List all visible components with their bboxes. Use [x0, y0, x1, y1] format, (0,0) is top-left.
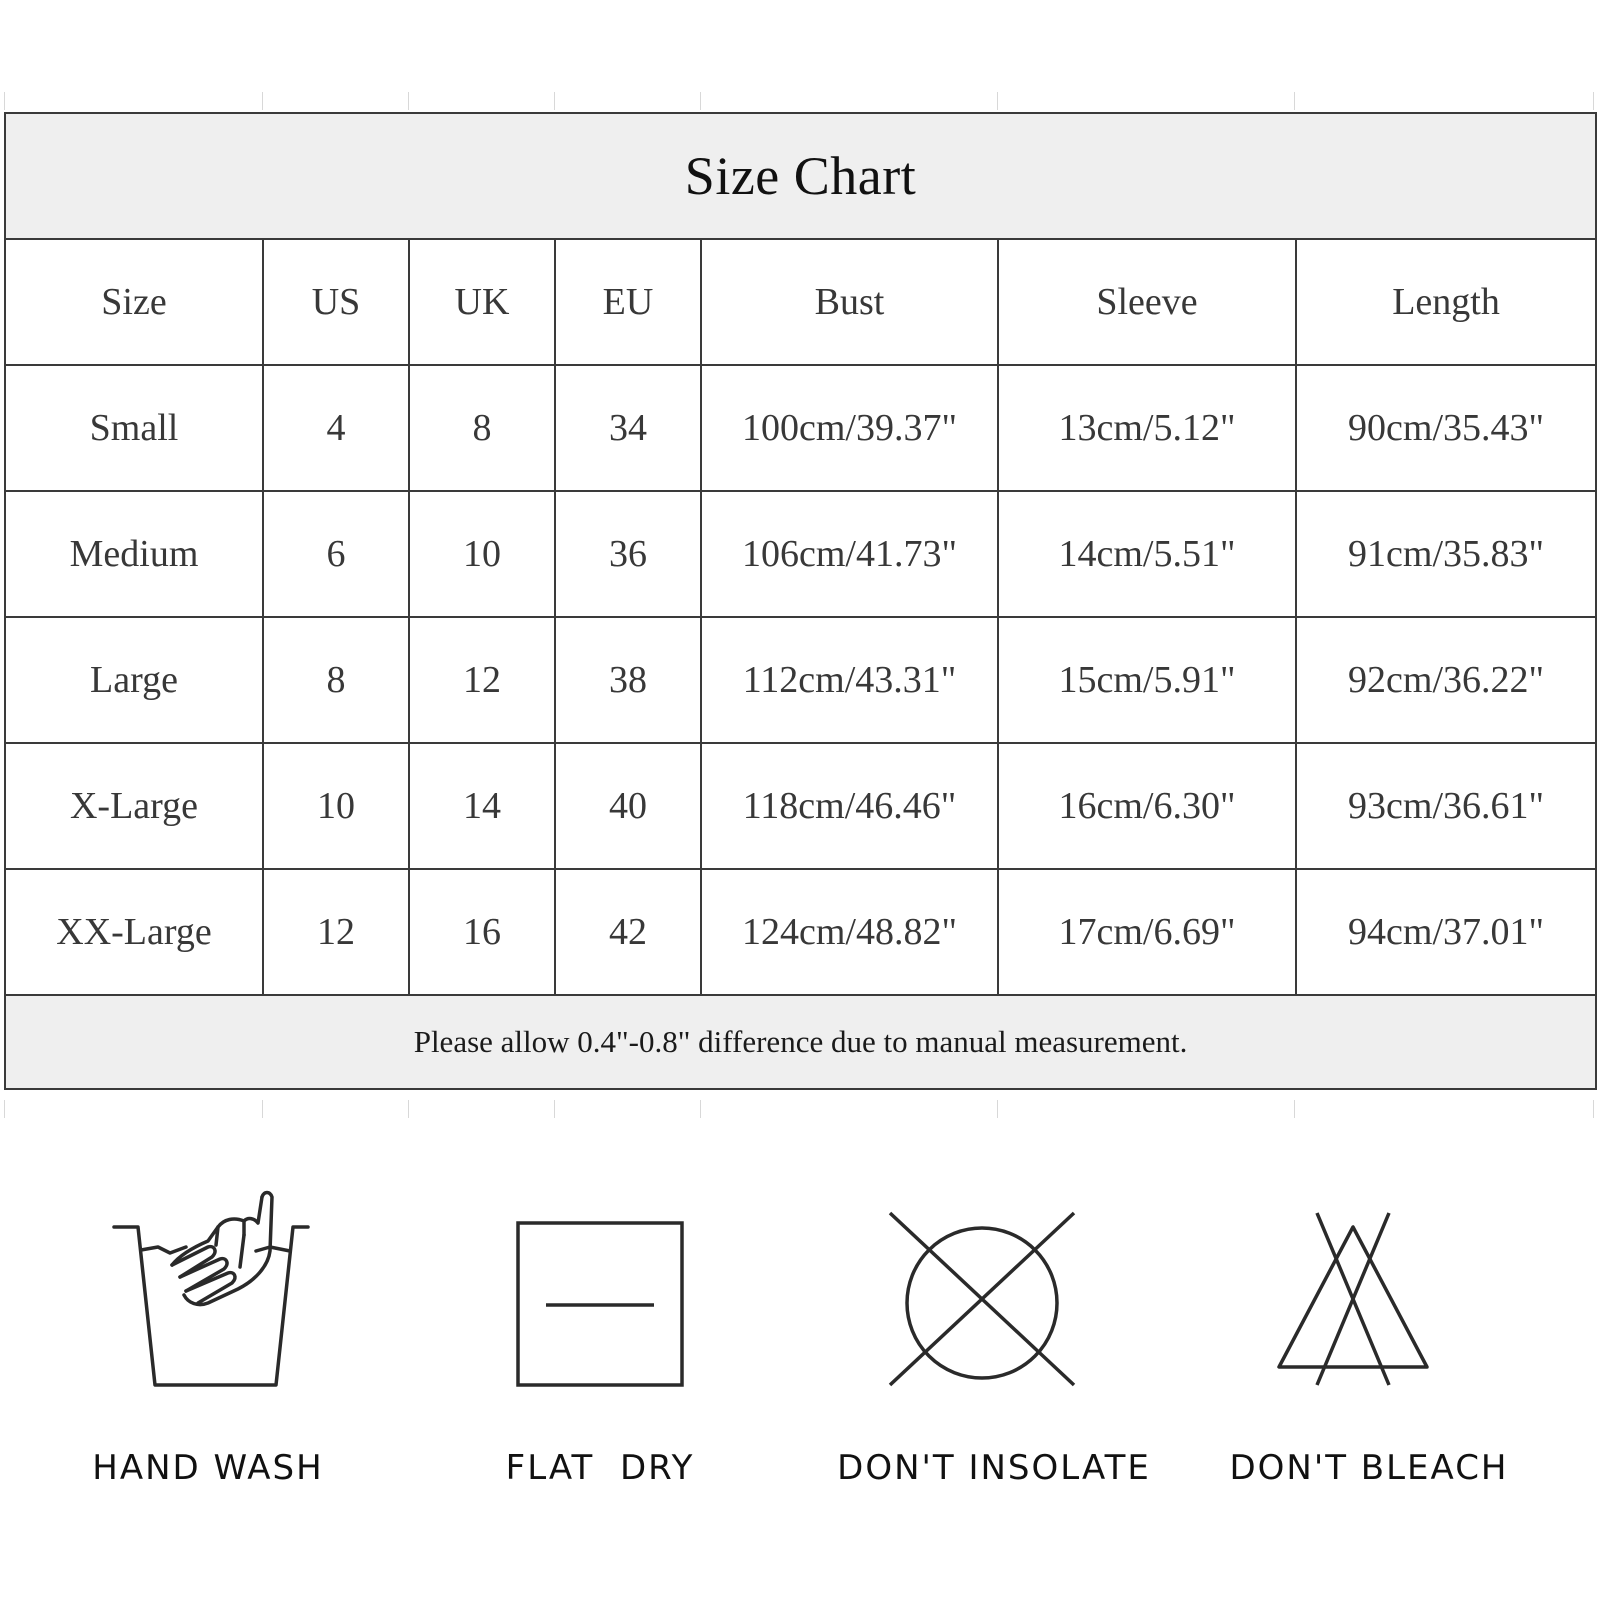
length-cell: 93cm/36.61" — [1296, 743, 1596, 869]
table-row — [5, 491, 1596, 617]
care-dont-bleach — [1193, 1185, 1513, 1405]
table-row — [5, 869, 1596, 995]
eu-cell: 36 — [555, 491, 701, 617]
care-hand-wash — [48, 1185, 368, 1405]
length-cell: 90cm/35.43" — [1296, 365, 1596, 491]
size-chart-table — [4, 112, 1597, 1090]
dont-insolate-icon — [822, 1185, 1142, 1405]
uk-cell: 16 — [409, 869, 555, 995]
eu-cell: 38 — [555, 617, 701, 743]
length-cell: 91cm/35.83" — [1296, 491, 1596, 617]
bust-cell: 124cm/48.82" — [701, 869, 998, 995]
us-cell: 6 — [263, 491, 409, 617]
bust-cell: 100cm/39.37" — [701, 365, 998, 491]
us-cell: 8 — [263, 617, 409, 743]
column-header-uk: UK — [409, 239, 555, 365]
sleeve-cell: 14cm/5.51" — [998, 491, 1296, 617]
table-row — [5, 743, 1596, 869]
us-cell: 4 — [263, 365, 409, 491]
size-cell: Large — [5, 617, 263, 743]
column-header-length: Length — [1296, 239, 1596, 365]
tick-mark — [262, 1100, 263, 1118]
uk-cell: 8 — [409, 365, 555, 491]
bust-cell: 106cm/41.73" — [701, 491, 998, 617]
table-row — [5, 617, 1596, 743]
tick-mark — [700, 1100, 701, 1118]
eu-cell: 40 — [555, 743, 701, 869]
care-flat-dry — [440, 1185, 760, 1405]
column-header-bust: Bust — [701, 239, 998, 365]
tick-mark — [700, 92, 701, 110]
flat-dry-icon — [440, 1185, 760, 1405]
tick-mark — [408, 1100, 409, 1118]
tick-mark — [997, 1100, 998, 1118]
bust-cell: 112cm/43.31" — [701, 617, 998, 743]
tick-mark — [262, 92, 263, 110]
tick-mark — [554, 1100, 555, 1118]
measurement-note: Please allow 0.4"-0.8" difference due to manual measurement. — [5, 995, 1596, 1089]
bust-cell: 118cm/46.46" — [701, 743, 998, 869]
sleeve-cell: 17cm/6.69" — [998, 869, 1296, 995]
eu-cell: 34 — [555, 365, 701, 491]
length-cell: 92cm/36.22" — [1296, 617, 1596, 743]
table-row — [5, 365, 1596, 491]
hand-wash-label: HAND WASH — [92, 1448, 324, 1488]
column-header-sleeve: Sleeve — [998, 239, 1296, 365]
tick-mark — [4, 92, 5, 110]
column-header-us: US — [263, 239, 409, 365]
size-cell: Medium — [5, 491, 263, 617]
size-chart-title: Size Chart — [5, 113, 1596, 239]
length-cell: 94cm/37.01" — [1296, 869, 1596, 995]
eu-cell: 42 — [555, 869, 701, 995]
hand-wash-icon — [48, 1185, 368, 1405]
tick-mark — [1593, 92, 1594, 110]
care-dont-insolate — [822, 1185, 1142, 1405]
flat-dry-label: FLAT DRY — [505, 1448, 695, 1488]
tick-mark — [554, 92, 555, 110]
sleeve-cell: 16cm/6.30" — [998, 743, 1296, 869]
size-cell: XX-Large — [5, 869, 263, 995]
tick-mark — [4, 1100, 5, 1118]
column-header-eu: EU — [555, 239, 701, 365]
size-cell: X-Large — [5, 743, 263, 869]
us-cell: 12 — [263, 869, 409, 995]
column-header-size: Size — [5, 239, 263, 365]
size-cell: Small — [5, 365, 263, 491]
uk-cell: 12 — [409, 617, 555, 743]
tick-mark — [1593, 1100, 1594, 1118]
dont-insolate-label: DON'T INSOLATE — [837, 1448, 1151, 1488]
dont-bleach-label: DON'T BLEACH — [1229, 1448, 1509, 1488]
dont-bleach-icon — [1193, 1185, 1513, 1405]
tick-mark — [997, 92, 998, 110]
tick-mark — [408, 92, 409, 110]
uk-cell: 14 — [409, 743, 555, 869]
table-header-row — [5, 239, 1596, 365]
sleeve-cell: 15cm/5.91" — [998, 617, 1296, 743]
sleeve-cell: 13cm/5.12" — [998, 365, 1296, 491]
us-cell: 10 — [263, 743, 409, 869]
tick-mark — [1294, 1100, 1295, 1118]
tick-mark — [1294, 92, 1295, 110]
uk-cell: 10 — [409, 491, 555, 617]
